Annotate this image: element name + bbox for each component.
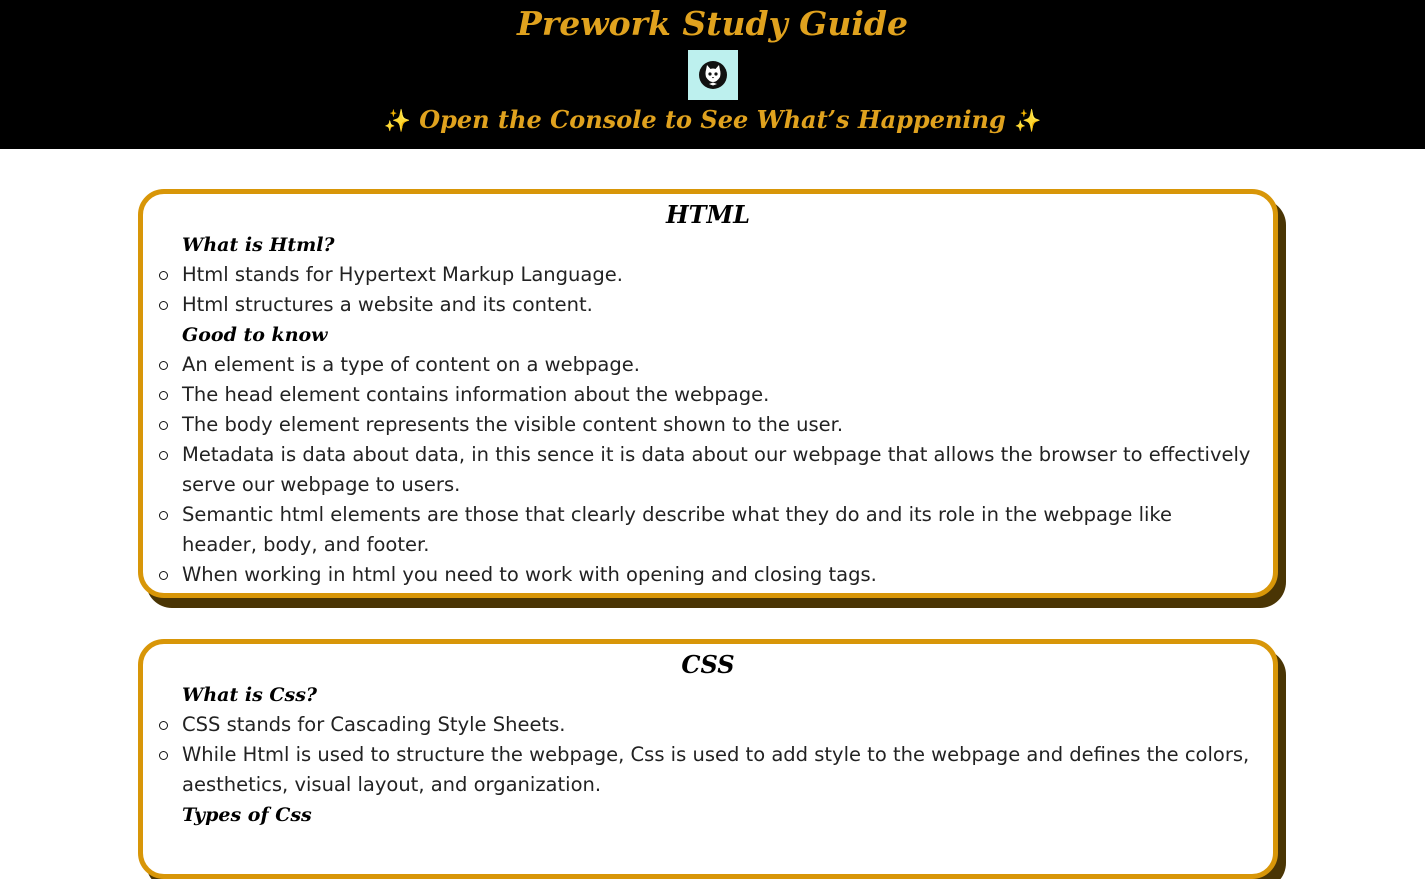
group-heading: What is Css?: [182, 684, 318, 706]
group-heading: Types of Css: [182, 804, 312, 826]
sparkle-icon-left: ✨: [383, 109, 411, 134]
list-item: [143, 380, 1273, 410]
bullet-icon: [159, 511, 168, 520]
sparkle-icon-right: ✨: [1014, 109, 1042, 134]
list-item: [143, 560, 1273, 590]
item-list: [143, 710, 1273, 800]
list-item-text: The body element represents the visible content shown to the user.: [182, 413, 844, 436]
bullet-icon: [159, 421, 168, 430]
bullet-icon: [159, 361, 168, 370]
bullet-icon: [159, 571, 168, 580]
console-hint-text: Open the Console to See What’s Happening: [419, 105, 1006, 134]
section-title: HTML: [666, 200, 750, 229]
item-list: [143, 350, 1273, 590]
bullet-icon: [159, 391, 168, 400]
section-card-html: [138, 189, 1278, 598]
console-hint: [0, 102, 1425, 140]
section-card-css: [138, 639, 1278, 879]
list-item: [143, 350, 1273, 380]
list-item-text: Html stands for Hypertext Markup Language.: [182, 263, 623, 286]
item-list: [143, 260, 1273, 320]
list-item: [143, 500, 1273, 560]
group-heading: Good to know: [182, 324, 328, 346]
section-title: CSS: [681, 650, 735, 679]
bullet-icon: [159, 751, 168, 760]
list-item: [143, 710, 1273, 740]
list-item: [143, 740, 1273, 800]
cat-face-icon: [688, 50, 738, 100]
list-item-text: Html structures a website and its content.: [182, 293, 593, 316]
group-heading: What is Html?: [182, 234, 335, 256]
page-header: [0, 0, 1425, 149]
bullet-icon: [159, 451, 168, 460]
list-item-text: While Html is used to structure the webpage, Css is used to add style to the webpage and defines the colors, aesthetics, visual layout, and organization.: [182, 743, 1250, 796]
list-item: [143, 410, 1273, 440]
list-item-text: The head element contains information about the webpage.: [182, 383, 770, 406]
list-item-text: CSS stands for Cascading Style Sheets.: [182, 713, 566, 736]
list-item: [143, 290, 1273, 320]
page-title: Prework Study Guide: [517, 4, 908, 43]
bullet-icon: [159, 301, 168, 310]
bullet-icon: [159, 721, 168, 730]
list-item-text: Metadata is data about data, in this sence it is data about our webpage that allows the browser to effectively serve our webpage to users.: [182, 443, 1251, 496]
list-item: [143, 440, 1273, 500]
list-item: [143, 260, 1273, 290]
bullet-icon: [159, 271, 168, 280]
list-item-text: An element is a type of content on a webpage.: [182, 353, 640, 376]
cat-face-icon-graphic: [698, 60, 728, 90]
list-item-text: Semantic html elements are those that clearly describe what they do and its role in the webpage like header, body, and footer.: [182, 503, 1173, 556]
list-item-text: When working in html you need to work with opening and closing tags.: [182, 563, 877, 586]
